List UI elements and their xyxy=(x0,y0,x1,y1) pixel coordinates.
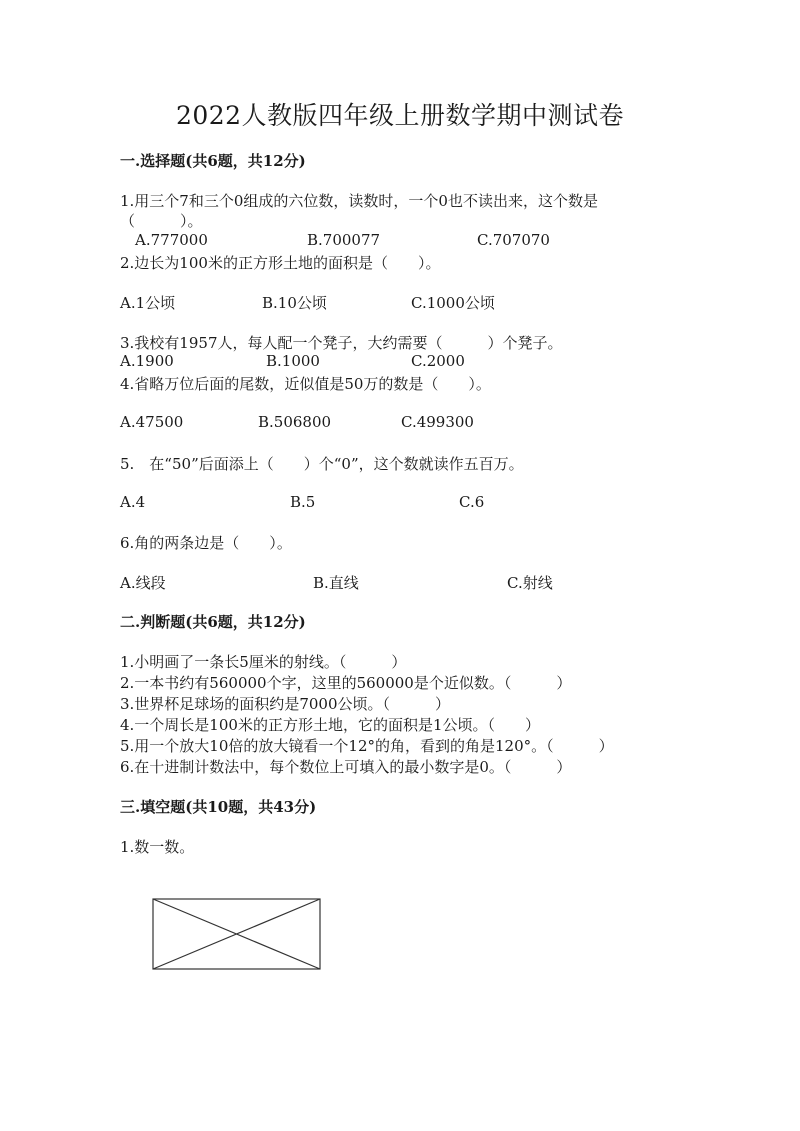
option-a: A.1公顷 xyxy=(120,294,176,312)
statement-item: 2.一本书约有560000个字，这里的560000是个近似数。（ ） xyxy=(120,674,572,692)
section-heading-judgement: 二.判断题(共6题，共12分) xyxy=(120,613,306,631)
question-text: 6.角的两条边是（ ）。 xyxy=(120,534,292,552)
option-a: A.777000 xyxy=(135,231,208,249)
statement-item: 5.用一个放大10倍的放大镜看一个12°的角，看到的角是120°。（ ） xyxy=(120,737,614,755)
option-b: B.5 xyxy=(290,493,316,511)
option-b: B.700077 xyxy=(307,231,381,249)
statement-item: 4.一个周长是100米的正方形土地，它的面积是1公顷。（ ） xyxy=(120,716,540,734)
question-text: 1.数一数。 xyxy=(120,838,195,856)
option-c: C.射线 xyxy=(507,574,553,592)
option-c: C.1000公顷 xyxy=(411,294,495,312)
section-heading-choice: 一.选择题(共6题，共12分) xyxy=(120,152,306,170)
question-text: 1.用三个7和三个0组成的六位数，读数时，一个0也不读出来，这个数是 xyxy=(120,192,598,210)
option-b: B.直线 xyxy=(313,574,359,592)
option-b: B.506800 xyxy=(258,413,332,431)
question-text: 4.省略万位后面的尾数，近似值是50万的数是（ ）。 xyxy=(120,375,491,393)
option-b: B.10公顷 xyxy=(262,294,327,312)
statement-item: 1.小明画了一条长5厘米的射线。（ ） xyxy=(120,653,407,671)
question-text: 3.我校有1957人，每人配一个凳子，大约需要（ ）个凳子。 xyxy=(120,334,563,352)
statement-item: 6.在十进制计数法中，每个数位上可填入的最小数字是0。（ ） xyxy=(120,758,572,776)
option-c: C.707070 xyxy=(477,231,550,249)
section-heading-fill-blank: 三.填空题(共10题，共43分) xyxy=(120,798,317,816)
option-a: A.47500 xyxy=(120,413,184,431)
question-text: 5. 在“50”后面添上（ ）个“0”，这个数就读作五百万。 xyxy=(120,455,524,473)
question-text: 2.边长为100米的正方形土地的面积是（ ）。 xyxy=(120,254,441,272)
option-c: C.499300 xyxy=(401,413,474,431)
option-a: A.线段 xyxy=(120,574,166,592)
question-text-continued: （ ）。 xyxy=(120,212,203,230)
option-c: C.2000 xyxy=(411,352,465,370)
counting-figure xyxy=(152,898,324,972)
option-a: A.1900 xyxy=(120,352,174,370)
statement-item: 3.世界杯足球场的面积约是7000公顷。（ ） xyxy=(120,695,450,713)
option-b: B.1000 xyxy=(266,352,320,370)
page-title: 2022人教版四年级上册数学期中测试卷 xyxy=(175,101,625,130)
option-c: C.6 xyxy=(459,493,485,511)
option-a: A.4 xyxy=(120,493,146,511)
